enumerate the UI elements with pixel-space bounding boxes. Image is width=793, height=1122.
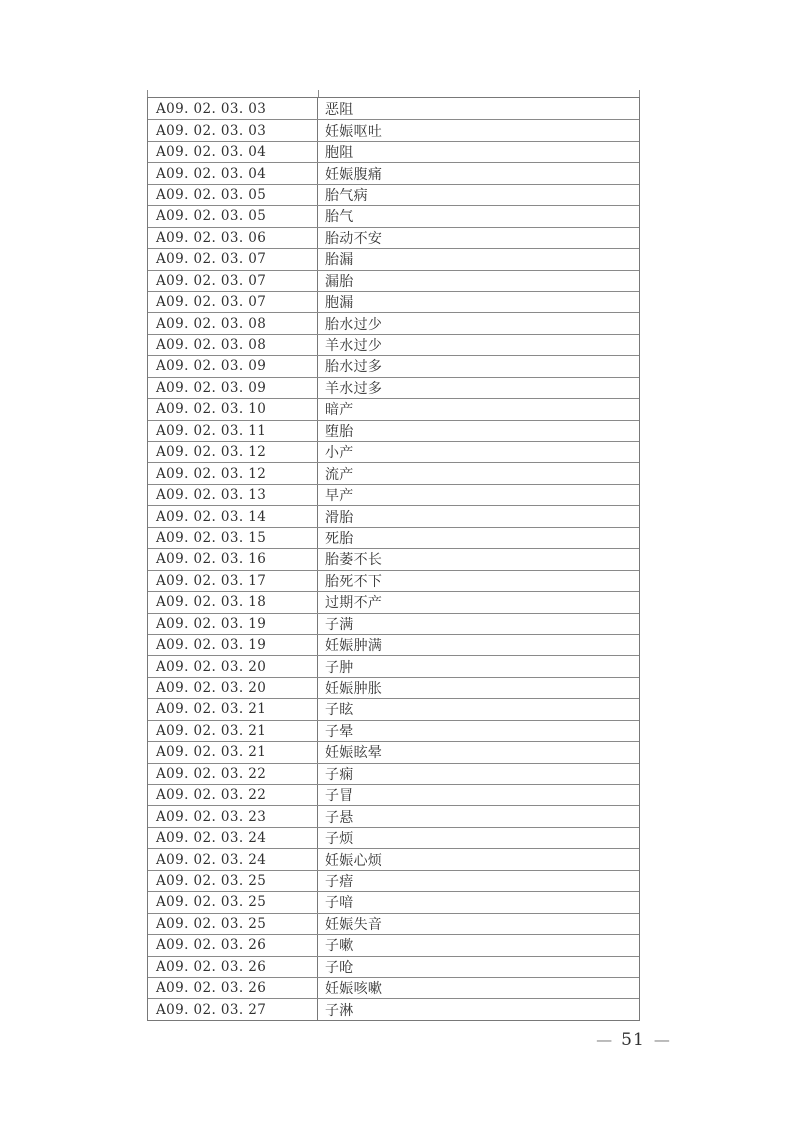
code-cell: A09. 02. 03. 05 [148, 185, 318, 205]
table-row [148, 634, 639, 655]
table-row [148, 227, 639, 248]
term-cell: 胞阻 [325, 145, 354, 162]
table-row [148, 870, 639, 891]
term-cell: 死胎 [325, 530, 354, 547]
code-cell: A09. 02. 03. 27 [148, 999, 318, 1019]
code-cell: A09. 02. 03. 17 [148, 571, 318, 591]
table-row [148, 977, 639, 998]
term-cell: 子肿 [325, 659, 354, 676]
term-cell: 子呛 [325, 959, 354, 976]
table-row [148, 527, 639, 548]
table-row [148, 441, 639, 462]
code-cell: A09. 02. 03. 21 [148, 742, 318, 762]
table-row [148, 484, 639, 505]
code-cell: A09. 02. 03. 03 [148, 120, 318, 140]
code-cell: A09. 02. 03. 05 [148, 206, 318, 226]
table-row [148, 248, 639, 269]
table-row [148, 655, 639, 676]
code-cell: A09. 02. 03. 26 [148, 957, 318, 977]
term-cell: 滑胎 [325, 509, 354, 526]
term-cell: 胎死不下 [325, 573, 383, 590]
code-cell: A09. 02. 03. 09 [148, 378, 318, 398]
term-cell: 羊水过多 [325, 380, 383, 397]
table-row [148, 291, 639, 312]
table-row [148, 784, 639, 805]
code-cell: A09. 02. 03. 07 [148, 292, 318, 312]
term-cell: 胞漏 [325, 295, 354, 312]
page-number-dash-left: — [596, 1030, 613, 1049]
table-row [148, 827, 639, 848]
page-number-value: 51 [621, 1030, 645, 1050]
page-number-dash-right: — [653, 1030, 670, 1049]
code-cell: A09. 02. 03. 18 [148, 592, 318, 612]
code-cell: A09. 02. 03. 12 [148, 463, 318, 483]
term-cell: 过期不产 [325, 595, 383, 612]
code-cell: A09. 02. 03. 23 [148, 806, 318, 826]
table-row [148, 998, 639, 1019]
page-number [583, 1030, 683, 1050]
term-cell: 胎气病 [325, 187, 368, 204]
term-cell: 子眩 [325, 702, 354, 719]
code-cell: A09. 02. 03. 22 [148, 785, 318, 805]
code-cell: A09. 02. 03. 07 [148, 271, 318, 291]
code-cell: A09. 02. 03. 26 [148, 978, 318, 998]
code-cell: A09. 02. 03. 13 [148, 485, 318, 505]
table-row [148, 505, 639, 526]
table-row [148, 398, 639, 419]
term-cell: 早产 [325, 488, 354, 505]
code-cell: A09. 02. 03. 21 [148, 699, 318, 719]
term-cell: 胎动不安 [325, 230, 383, 247]
term-cell: 胎气 [325, 209, 354, 226]
code-cell: A09. 02. 03. 04 [148, 142, 318, 162]
term-cell: 漏胎 [325, 273, 354, 290]
table-continuation-line-left [147, 90, 148, 97]
table-row [148, 570, 639, 591]
term-cell: 妊娠肿胀 [325, 681, 383, 698]
table-row [148, 377, 639, 398]
code-cell: A09. 02. 03. 24 [148, 828, 318, 848]
code-cell: A09. 02. 03. 08 [148, 335, 318, 355]
term-cell: 胎水过少 [325, 316, 383, 333]
table-row [148, 805, 639, 826]
term-cell: 妊娠咳嗽 [325, 981, 383, 998]
term-cell: 子淋 [325, 1002, 354, 1019]
table-row [148, 312, 639, 333]
code-cell: A09. 02. 03. 21 [148, 721, 318, 741]
term-cell: 妊娠心烦 [325, 852, 383, 869]
table-continuation-line-middle [318, 90, 319, 97]
code-cell: A09. 02. 03. 14 [148, 506, 318, 526]
code-cell: A09. 02. 03. 25 [148, 892, 318, 912]
term-cell: 妊娠失音 [325, 916, 383, 933]
term-cell: 小产 [325, 445, 354, 462]
term-cell: 子晕 [325, 723, 354, 740]
table-row [148, 891, 639, 912]
code-cell: A09. 02. 03. 12 [148, 442, 318, 462]
table-row [148, 913, 639, 934]
code-cell: A09. 02. 03. 04 [148, 163, 318, 183]
code-cell: A09. 02. 03. 06 [148, 228, 318, 248]
table-row [148, 462, 639, 483]
term-cell: 妊娠呕吐 [325, 123, 383, 140]
code-cell: A09. 02. 03. 15 [148, 528, 318, 548]
term-cell: 子满 [325, 616, 354, 633]
code-cell: A09. 02. 03. 03 [148, 98, 318, 119]
term-cell: 子喑 [325, 895, 354, 912]
term-cell: 流产 [325, 466, 354, 483]
table-row [148, 355, 639, 376]
table-row [148, 720, 639, 741]
code-cell: A09. 02. 03. 26 [148, 935, 318, 955]
term-cell: 妊娠眩晕 [325, 745, 383, 762]
table-row [148, 763, 639, 784]
table-row [148, 119, 639, 140]
code-cell: A09. 02. 03. 24 [148, 849, 318, 869]
table-row [148, 741, 639, 762]
term-cell: 子嗽 [325, 938, 354, 955]
code-cell: A09. 02. 03. 22 [148, 764, 318, 784]
code-cell: A09. 02. 03. 16 [148, 549, 318, 569]
term-cell: 胎水过多 [325, 359, 383, 376]
table-row [148, 934, 639, 955]
term-cell: 堕胎 [325, 423, 354, 440]
code-cell: A09. 02. 03. 07 [148, 249, 318, 269]
table-row [148, 270, 639, 291]
term-cell: 子悬 [325, 809, 354, 826]
term-cell: 妊娠肿满 [325, 638, 383, 655]
term-cell: 羊水过少 [325, 338, 383, 355]
term-cell: 暗产 [325, 402, 354, 419]
code-cell: A09. 02. 03. 10 [148, 399, 318, 419]
code-table [147, 97, 640, 1021]
code-cell: A09. 02. 03. 25 [148, 914, 318, 934]
table-row [148, 205, 639, 226]
term-cell: 子烦 [325, 831, 354, 848]
code-cell: A09. 02. 03. 19 [148, 614, 318, 634]
term-cell: 胎漏 [325, 252, 354, 269]
code-cell: A09. 02. 03. 20 [148, 678, 318, 698]
table-row [148, 141, 639, 162]
table-row [148, 698, 639, 719]
code-cell: A09. 02. 03. 20 [148, 656, 318, 676]
term-cell: 恶阻 [325, 101, 354, 118]
code-cell: A09. 02. 03. 11 [148, 421, 318, 441]
table-row [148, 956, 639, 977]
table-continuation-line-right [639, 90, 640, 97]
table-row [148, 98, 639, 119]
code-cell: A09. 02. 03. 25 [148, 871, 318, 891]
term-cell: 子痫 [325, 766, 354, 783]
table-row [148, 591, 639, 612]
table-row [148, 613, 639, 634]
term-cell: 子瘖 [325, 873, 354, 890]
code-table-grid [147, 97, 640, 1021]
table-row [148, 677, 639, 698]
table-row [148, 848, 639, 869]
term-cell: 胎萎不长 [325, 552, 383, 569]
code-cell: A09. 02. 03. 19 [148, 635, 318, 655]
code-cell: A09. 02. 03. 09 [148, 356, 318, 376]
table-row [148, 162, 639, 183]
term-cell: 妊娠腹痛 [325, 166, 383, 183]
table-row [148, 334, 639, 355]
table-row [148, 420, 639, 441]
table-row [148, 548, 639, 569]
code-cell: A09. 02. 03. 08 [148, 313, 318, 333]
term-cell: 子冒 [325, 788, 354, 805]
table-row [148, 184, 639, 205]
